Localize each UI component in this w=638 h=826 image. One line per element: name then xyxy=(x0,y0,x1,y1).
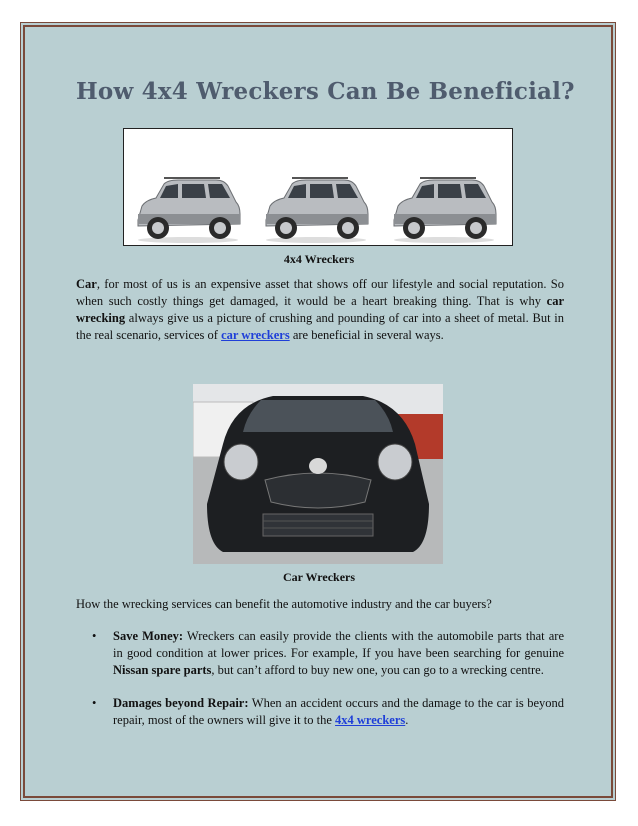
suv-icon xyxy=(390,176,498,244)
intro-text1: , for most of us is an expensive asset that shows off our lifestyle and social reputation. So when such costly things get damaged, it would be a heart breaking thing. That is why xyxy=(76,277,564,308)
4x4-wreckers-link[interactable]: 4x4 wreckers xyxy=(335,713,406,727)
car-wreckers-link[interactable]: car wreckers xyxy=(221,328,290,342)
bullet-icon: • xyxy=(92,629,97,643)
list-item-save-money xyxy=(76,628,564,679)
figure2-caption: Car Wreckers xyxy=(282,570,356,584)
figure1-caption: 4x4 Wreckers xyxy=(283,252,355,266)
figure-suvs xyxy=(123,128,513,246)
list-item-damages-beyond-repair xyxy=(76,695,564,729)
suv-icon xyxy=(134,176,242,244)
suv-icon xyxy=(262,176,370,244)
intro-paragraph xyxy=(76,276,564,344)
page-title: How 4x4 Wreckers Can Be Beneficial? xyxy=(76,78,575,105)
bullet-text: When an accident occurs and the damage to the car is beyond repair, most of the owners will give it to the xyxy=(113,696,564,727)
bullet-icon: • xyxy=(92,696,97,710)
question-paragraph: How the wrecking services can benefit the automotive industry and the car buyers? xyxy=(76,597,492,611)
bullet-text: . xyxy=(405,713,409,727)
bullet-heading: Damages beyond Repair: xyxy=(113,696,249,710)
benefits-list xyxy=(76,628,564,745)
intro-text2: always give us a picture of crushing and pounding of car into a sheet of metal. But in the real scenario, services of xyxy=(76,311,564,342)
bullet-heading: Save Money: xyxy=(113,629,184,643)
bullet-bold: Nissan spare parts xyxy=(113,663,212,677)
figure-black-car-photo xyxy=(193,384,443,564)
intro-text3: are beneficial in several ways. xyxy=(289,328,444,342)
intro-bold-car-wrecking: car wrecking xyxy=(76,294,564,325)
intro-lead: Car xyxy=(76,277,97,291)
bullet-text: Wreckers can easily provide the clients with the automobile parts that are in good condition at lower prices. For example, If you have been searching for genuine xyxy=(113,629,564,660)
bullet-text: , but can’t afford to buy new one, you can go to a wrecking centre. xyxy=(211,663,544,677)
